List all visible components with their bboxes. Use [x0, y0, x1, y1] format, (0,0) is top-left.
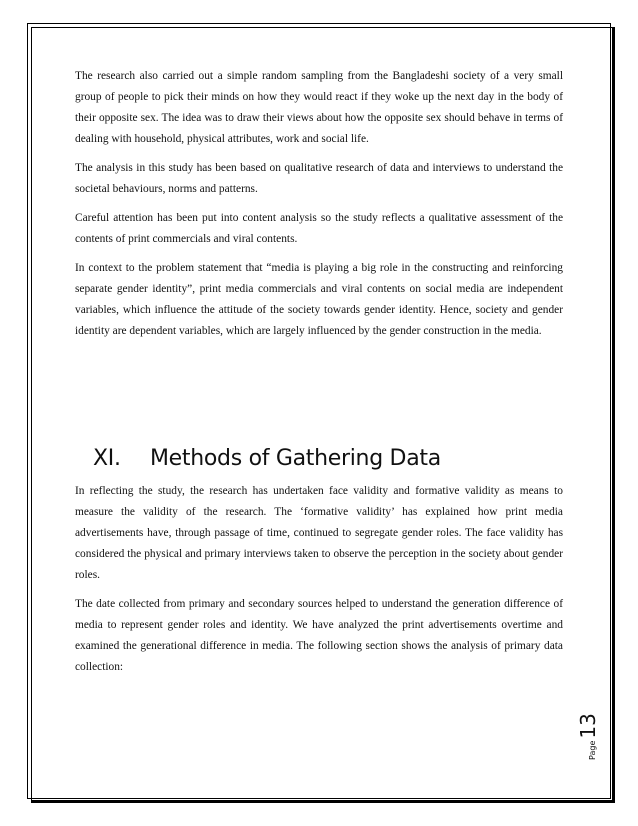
paragraph: Careful attention has been put into content analysis so the study reflects a qualitative assessment of the contents of print commercials and viral contents.: [75, 212, 563, 245]
paragraph: The analysis in this study has been based on qualitative research of data and interviews to understand the societal behaviours, norms and patterns.: [75, 162, 563, 195]
page-label: Page: [588, 740, 597, 760]
section-number: XI.: [93, 446, 121, 471]
section-heading: [93, 446, 441, 471]
paragraph: In context to the problem statement that “media is playing a big role in the constructing and reinforcing separate gender identity”, print media commercials and viral contents on social media are independent variables, which influence the attitude of the society towards gender identity. Hence, society and gender identity are dependent variables, which are largely influenced by the gender construction in the media.: [75, 262, 563, 337]
body-text-bottom: [75, 481, 563, 686]
body-text-top: [75, 66, 563, 350]
paragraph: The research also carried out a simple random sampling from the Bangladeshi society of a very small group of people to pick their minds on how they would react if they woke up the next day in the body of their opposite sex. The idea was to draw their views about how the opposite sex should behave in terms of dealing with household, physical attributes, work and social life.: [75, 70, 563, 145]
paragraph: The date collected from primary and secondary sources helped to understand the generation difference of media to represent gender roles and identity. We have analyzed the print advertisements overtime and examined the generational difference in media. The following section shows the analysis of primary data collection:: [75, 598, 563, 673]
paragraph: In reflecting the study, the research has undertaken face validity and formative validity as means to measure the validity of the research. The ‘formative validity’ has explained how print media advertisements have, through passage of time, continued to segregate gender roles. The face validity has considered the physical and primary interviews taken to observe the perception in the society about gender roles.: [75, 485, 563, 581]
section-title: Methods of Gathering Data: [150, 446, 441, 471]
page-number: 13: [576, 713, 600, 739]
page-number-footer: [576, 714, 636, 760]
